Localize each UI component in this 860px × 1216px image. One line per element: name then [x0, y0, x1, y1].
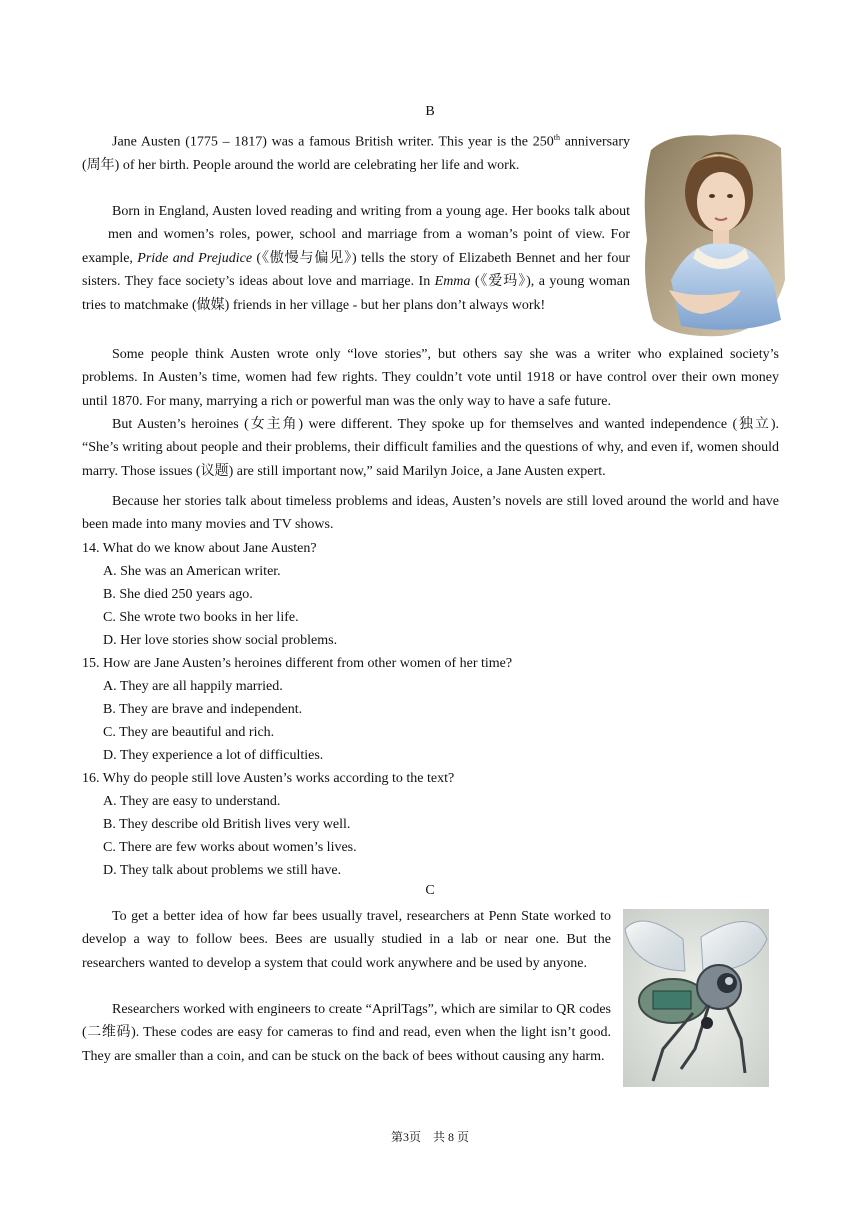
robot-bee-image — [623, 909, 769, 1087]
paragraph-b2-text-mid: men and women’s roles, power, school and marriage from a woman’s point of view. For example, — [82, 227, 630, 266]
page-number-footer: 第3页 共 8 页 — [390, 1130, 469, 1144]
question-16: 16. Why do people still love Austen’s works according to the text? — [82, 771, 455, 786]
book-title-pride-and-prejudice: Pride and Prejudice — [137, 250, 253, 266]
jane-austen-portrait — [641, 130, 785, 338]
robot-bee-illustration — [623, 909, 769, 1087]
paragraph-b1-text-end: anniversary (周年) of her birth. People around the world are celebrating her life and work. — [82, 134, 631, 174]
question-16-option-c: C. There are few works about women’s lives. — [103, 840, 357, 855]
paragraph-c1 — [82, 905, 611, 975]
paragraph-c2-text: Researchers worked with engineers to create “AprilTags”, which are similar to QR codes (二维码). These codes are easy for cameras to find and read, even when the light isn’t good. They are smaller than a coin, and can be stuck on the back of bees without causing any harm. — [82, 1002, 611, 1064]
section-c-heading: C — [425, 883, 435, 898]
paragraph-c2 — [82, 998, 611, 1068]
paragraph-b2 — [82, 200, 630, 317]
paragraph-b1-sup: th — [553, 133, 560, 142]
paragraph-b5 — [82, 490, 779, 537]
question-15-option-c: C. They are beautiful and rich. — [103, 725, 275, 740]
question-14-option-a: A. She was an American writer. — [103, 564, 281, 579]
question-16-option-b: B. They describe old British lives very well. — [103, 817, 351, 832]
paragraph-b3 — [82, 343, 779, 413]
question-14: 14. What do we know about Jane Austen? — [82, 541, 317, 556]
paragraph-b5-text: Because her stories talk about timeless problems and ideas, Austen’s novels are still loved around the world and have been made into many movies and TV shows. — [82, 494, 779, 533]
question-15-option-d: D. They experience a lot of difficulties. — [103, 748, 324, 763]
question-16-option-a: A. They are easy to understand. — [103, 794, 281, 809]
question-15-option-b: B. They are brave and independent. — [103, 702, 303, 717]
question-14-option-c: C. She wrote two books in her life. — [103, 610, 299, 625]
paragraph-b2-text: Born in England, Austen loved reading and writing from a young age. Her books talk about — [112, 204, 630, 219]
book-title-emma: Emma — [434, 274, 471, 290]
paragraph-b4 — [82, 413, 779, 483]
question-14-option-b: B. She died 250 years ago. — [103, 587, 253, 602]
question-14-option-d: D. Her love stories show social problems. — [103, 633, 338, 648]
paragraph-b1-text: Jane Austen (1775 – 1817) was a famous British writer. This year is the 250 — [112, 134, 554, 150]
question-15: 15. How are Jane Austen’s heroines different from other women of her time? — [82, 656, 513, 671]
paragraph-b3-text: Some people think Austen wrote only “love stories”, but others say she was a writer who explained society’s problems. In Austen’s time, women had few rights. They couldn’t vote until 1918 or have control over their own money until 1870. For many, marrying a rich or powerful man was the only way to have a safe future. — [82, 347, 779, 409]
paragraph-c1-text: To get a better idea of how far bees usually travel, researchers at Penn State worked to develop a way to follow bees. Bees are usually studied in a lab or near one. But the researchers wanted to develop a system that could work anywhere and be used by anyone. — [82, 909, 611, 971]
section-b-heading: B — [425, 104, 435, 119]
question-15-option-a: A. They are all happily married. — [103, 679, 283, 694]
portrait-illustration — [641, 130, 785, 338]
paragraph-b1 — [82, 126, 630, 177]
paragraph-b2-text-end: (《爱玛》), a young woman tries to matchmake (做媒) friends in her village - but her plans don’t always work! — [82, 274, 630, 313]
paragraph-b4-text: But Austen’s heroines (女主角) were different. They spoke up for themselves and wanted independence (独立). “She’s writing about people and their problems, their difficult families and the questions of why, and even if, women should marry. Those issues (议题) are still important now,” said Marilyn Joice, a Jane Austen expert. — [82, 417, 779, 479]
question-16-option-d: D. They talk about problems we still have. — [103, 863, 342, 878]
paragraph-b2-text-mid2: (《傲慢与偏见》) tells the story of Elizabeth Bennet and her four sisters. They face society’s ideas about love and marriage. In — [82, 250, 631, 290]
